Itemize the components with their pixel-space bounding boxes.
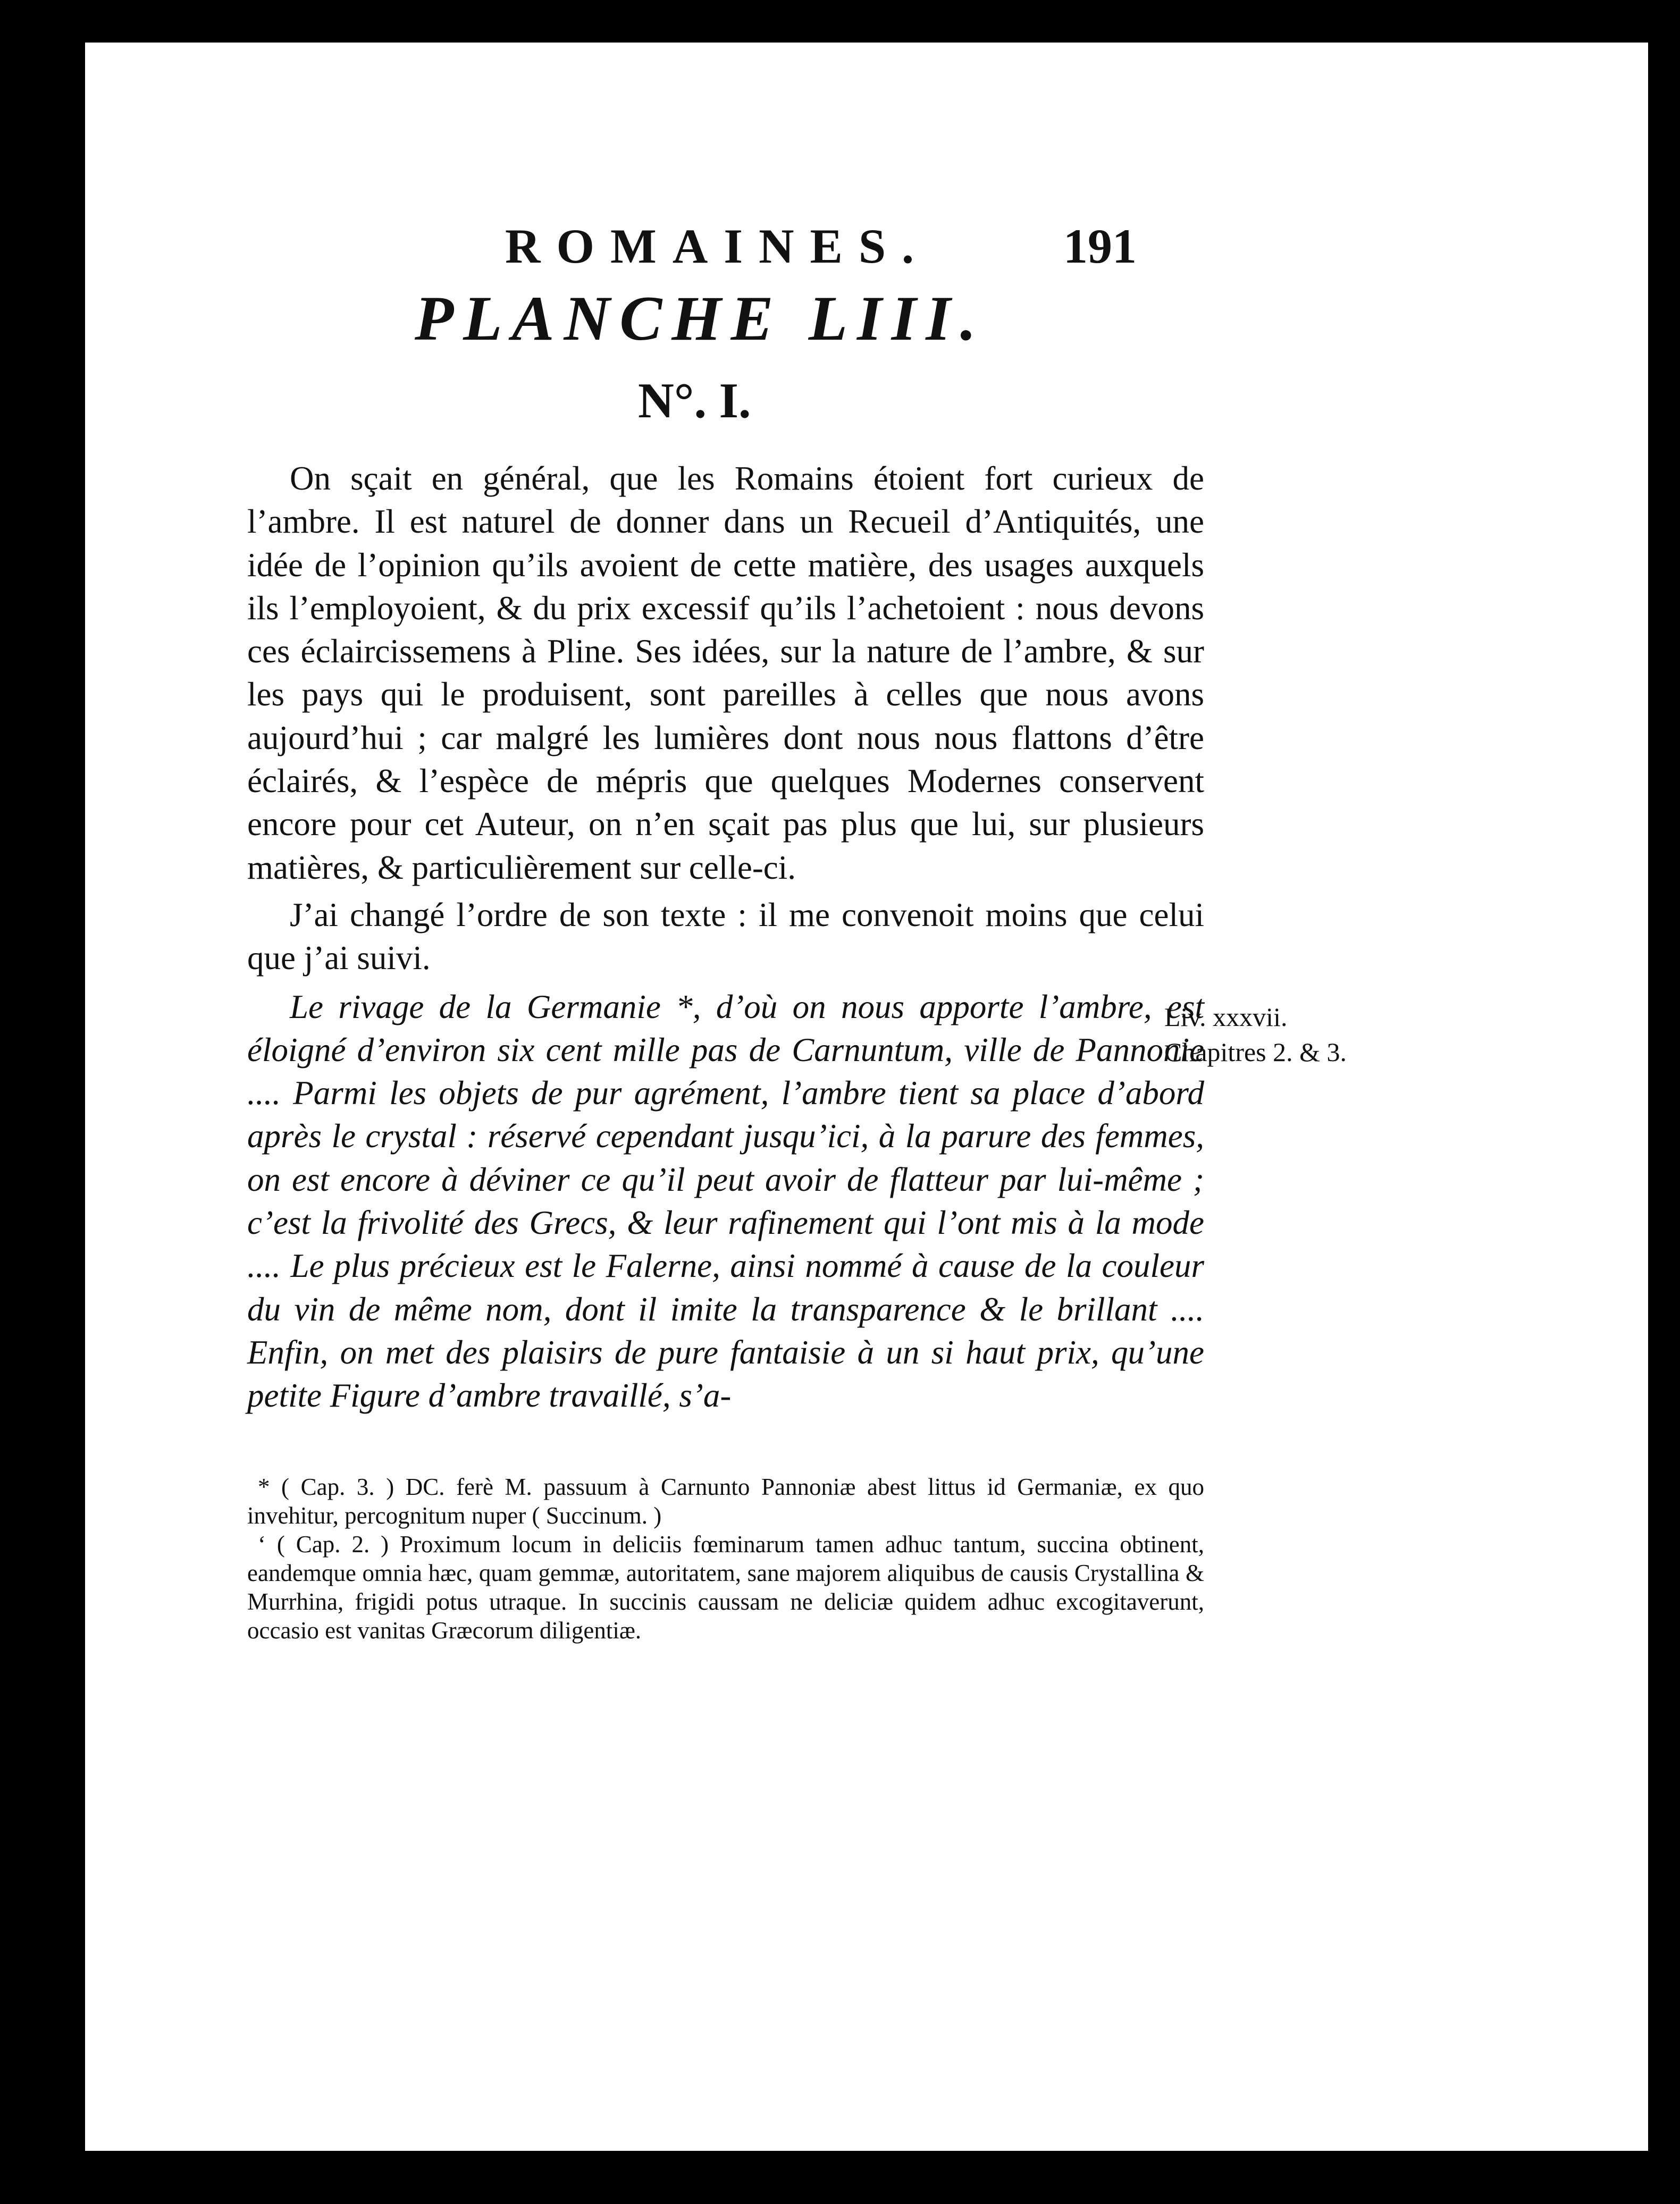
main-text (247, 457, 1204, 1422)
paragraph: J’ai changé l’ordre de son texte : il me convenoit moins que celui que j’ai suivi. (247, 896, 1204, 977)
footnote: ‘ ( Cap. 2. ) Proximum locum in deliciis fœminarum tamen adhuc tantum, succina obtinent, eandemque omnia hæc, quam gemmæ, autoritatem, sane majorem aliquibus de causis Crystallina & Murrhina, frigidi potus utraque. In succinis caussam ne deliciæ quidem adhuc excogitaverunt, occasio est vanitas Græcorum diligentiæ. (247, 1531, 1204, 1644)
footnote: * ( Cap. 3. ) DC. ferè M. passuum à Carnunto Pannoniæ abest littus id Germaniæ, ex quo invehitur, percognitum nuper ( Succinum. ) (247, 1474, 1204, 1529)
pliny-quotation: Le rivage de la Germanie *, d’où on nous apporte l’ambre, est éloigné d’environ six cent mille pas de Carnuntum, ville de Pannonie .... Parmi les objets de pur agrément, l’ambre tient sa place d’abord après le crystal : réservé cependant jusqu’ici, à la parure des femmes, on est encore à déviner ce qu’il peut avoir de flatteur par lui-même ; c’est la frivolité des Grecs, & leur rafinement qui l’ont mis à la mode .... Le plus précieux est le Falerne, ainsi nommé à cause de la couleur du vin de même nom, dont il imite la transparence & le brillant .... Enfin, on met des plaisirs de pure fantaisie à un si haut prix, qu’une petite Figure d’ambre travaillé, s’a- (247, 988, 1204, 1415)
footnotes (247, 1473, 1204, 1645)
page-number: 191 (1063, 219, 1137, 273)
plate-title: PLANCHE LIII. (415, 283, 986, 354)
section-number: N°. I. (638, 373, 751, 428)
margin-note-book: Liv. xxxvii. (1164, 1002, 1288, 1032)
margin-note-chapters: Chapitres 2. & 3. (1164, 1037, 1347, 1067)
margin-note (1164, 999, 1441, 1070)
paragraph: On sçait en général, que les Romains étoient fort curieux de l’ambre. Il est naturel de donner dans un Recueil d’Antiquités, une idée de l’opinion qu’ils avoient de cette matière, des usages auxquels ils l’employoient, & du prix excessif qu’ils l’achetoient : nous devons ces éclaircissemens à Pline. Ses idées, sur la nature de l’ambre, & sur les pays qui le produisent, sont pareilles à celles que nous avons aujourd’hui ; car malgré les lumières dont nous nous flattons d’être éclairés, & l’espèce de mépris que quelques Modernes conservent encore pour cet Auteur, on n’en sçait pas plus que lui, sur plusieurs matières, & particulièrement sur celle-ci. (247, 460, 1204, 886)
running-title: ROMAINES. (505, 219, 930, 273)
book-page (85, 43, 1648, 2151)
